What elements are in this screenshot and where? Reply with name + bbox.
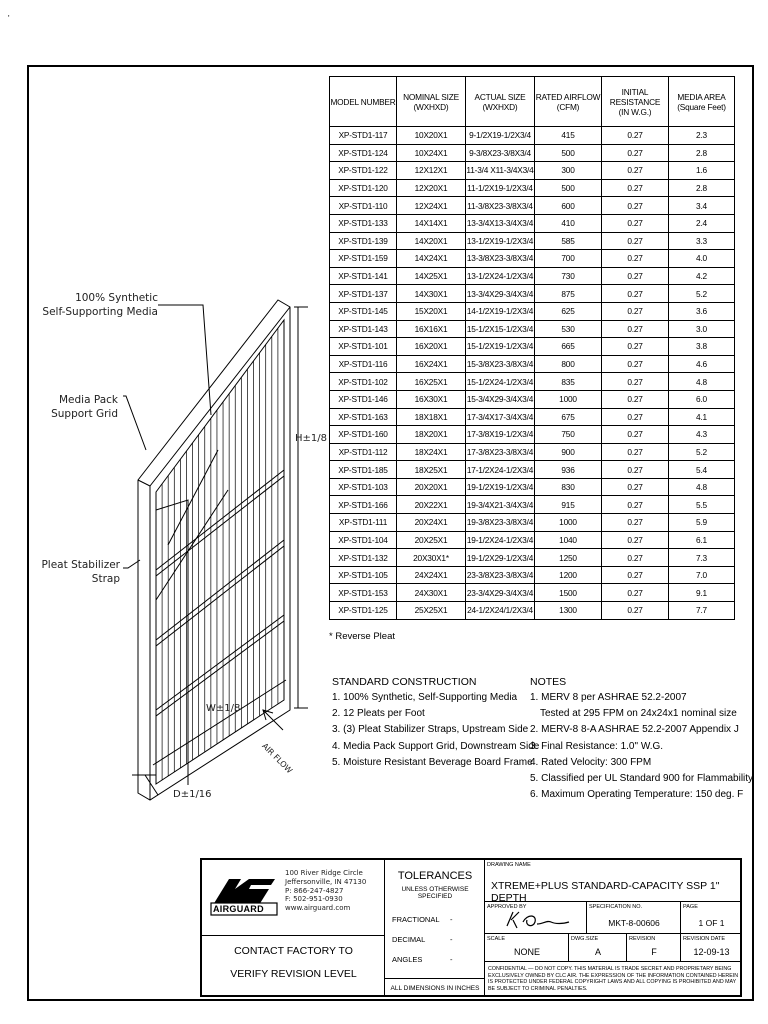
- drawing-name-cell: [485, 860, 742, 902]
- table-cell: 18X24X1: [397, 443, 466, 461]
- table-cell: XP-STD1-153: [330, 584, 397, 602]
- table-cell: 0.27: [602, 408, 669, 426]
- table-cell: XP-STD1-160: [330, 426, 397, 444]
- table-cell: 2.8: [669, 179, 735, 197]
- tol-fractional: FRACTIONAL -: [392, 915, 453, 924]
- table-cell: 19-3/8X23-3/8X3/4: [466, 514, 535, 532]
- table-row: [330, 162, 735, 180]
- table-cell: XP-STD1-116: [330, 355, 397, 373]
- table-cell: 1000: [535, 514, 602, 532]
- table-row: [330, 584, 735, 602]
- table-cell: 6.1: [669, 531, 735, 549]
- table-row: [330, 496, 735, 514]
- table-cell: XP-STD1-101: [330, 338, 397, 356]
- table-row: [330, 214, 735, 232]
- header-model: MODEL NUMBER: [330, 77, 397, 127]
- table-cell: 0.27: [602, 320, 669, 338]
- table-cell: 2.8: [669, 144, 735, 162]
- table-cell: 11-3/8X23-3/8X3/4: [466, 197, 535, 215]
- page-cell: [681, 902, 742, 934]
- table-cell: 675: [535, 408, 602, 426]
- tolerances-cell: [385, 860, 485, 997]
- table-cell: 3.8: [669, 338, 735, 356]
- table-cell: 700: [535, 250, 602, 268]
- table-row: [330, 566, 735, 584]
- table-cell: 800: [535, 355, 602, 373]
- table-cell: 665: [535, 338, 602, 356]
- table-cell: 14X20X1: [397, 232, 466, 250]
- table-row: [330, 250, 735, 268]
- table-cell: 13-3/8X23-3/8X3/4: [466, 250, 535, 268]
- construction-item: 4. Media Pack Support Grid, Downstream Side: [332, 740, 540, 752]
- header-actual: ACTUAL SIZE (WXHXD): [466, 77, 535, 127]
- table-cell: 0.27: [602, 232, 669, 250]
- table-cell: XP-STD1-133: [330, 214, 397, 232]
- table-cell: 0.27: [602, 197, 669, 215]
- stabilizer-strap: [156, 470, 284, 576]
- note-item: Tested at 295 FPM on 24x24x1 nominal size: [540, 708, 737, 720]
- address-fax: F: 502-951-0930: [285, 895, 343, 904]
- table-cell: 14X30X1: [397, 285, 466, 303]
- table-cell: 0.27: [602, 302, 669, 320]
- table-cell: XP-STD1-132: [330, 549, 397, 567]
- table-cell: 6.0: [669, 390, 735, 408]
- table-cell: XP-STD1-112: [330, 443, 397, 461]
- table-cell: 23-3/8X23-3/8X3/4: [466, 566, 535, 584]
- table-cell: XP-STD1-166: [330, 496, 397, 514]
- table-cell: XP-STD1-146: [330, 390, 397, 408]
- spec-table-body: [330, 127, 735, 620]
- approval-signature: [503, 908, 573, 932]
- table-cell: 0.27: [602, 514, 669, 532]
- table-cell: 0.27: [602, 355, 669, 373]
- page-number: 1 OF 1: [698, 918, 725, 928]
- table-cell: 12X20X1: [397, 179, 466, 197]
- table-row: [330, 443, 735, 461]
- tol-decimal: DECIMAL -: [392, 935, 453, 944]
- table-cell: 0.27: [602, 162, 669, 180]
- table-cell: 0.27: [602, 602, 669, 620]
- scale-cell: [485, 934, 569, 962]
- table-row: [330, 373, 735, 391]
- construction-item: 3. (3) Pleat Stabilizer Straps, Upstream Side: [332, 724, 529, 736]
- table-cell: 16X20X1: [397, 338, 466, 356]
- header-nominal: NOMINAL SIZE (WXHXD): [397, 77, 466, 127]
- table-cell: 0.27: [602, 144, 669, 162]
- header-resistance: INITIAL RESISTANCE (IN W.G.): [602, 77, 669, 127]
- table-row: [330, 531, 735, 549]
- dim-airflow: AIR FLOW: [260, 741, 295, 776]
- table-cell: 915: [535, 496, 602, 514]
- footnote-reverse-pleat: * Reverse Pleat: [329, 631, 396, 642]
- table-row: [330, 426, 735, 444]
- table-cell: 0.27: [602, 478, 669, 496]
- table-cell: 13-3/4X13-3/4X3/4: [466, 214, 535, 232]
- table-cell: XP-STD1-145: [330, 302, 397, 320]
- table-cell: 0.27: [602, 338, 669, 356]
- table-cell: 14X14X1: [397, 214, 466, 232]
- table-cell: 0.27: [602, 443, 669, 461]
- callout-stabilizer-strap: Pleat Stabilizer Strap: [41, 559, 120, 585]
- standard-construction: [332, 676, 539, 771]
- drawing-name: XTREME+PLUS STANDARD-CAPACITY SSP 1" DEPTH: [491, 880, 720, 904]
- table-cell: 2.3: [669, 127, 735, 145]
- table-cell: 20X22X1: [397, 496, 466, 514]
- revision-date-value: 12-09-13: [693, 947, 730, 957]
- note-item: 3. Final Resistance: 1.0" W.G.: [530, 740, 664, 752]
- construction-item: 5. Moisture Resistant Beverage Board Frame: [332, 756, 533, 768]
- table-cell: XP-STD1-139: [330, 232, 397, 250]
- table-cell: XP-STD1-104: [330, 531, 397, 549]
- table-cell: 15-1/2X15-1/2X3/4: [466, 320, 535, 338]
- table-cell: 10X20X1: [397, 127, 466, 145]
- revision-cell: [627, 934, 681, 962]
- table-cell: 20X20X1: [397, 478, 466, 496]
- table-cell: 0.27: [602, 179, 669, 197]
- table-cell: 0.27: [602, 267, 669, 285]
- construction-list: [332, 690, 539, 771]
- table-cell: 9-3/8X23-3/8X3/4: [466, 144, 535, 162]
- table-cell: 13-1/2X24-1/2X3/4: [466, 267, 535, 285]
- table-cell: XP-STD1-125: [330, 602, 397, 620]
- page-label: PAGE: [683, 904, 698, 910]
- table-cell: 17-1/2X24-1/2X3/4: [466, 461, 535, 479]
- revision-date-label: REVISION DATE: [683, 936, 726, 942]
- callout-support-grid: Media Pack Support Grid: [51, 394, 118, 420]
- confidential-cell: [485, 962, 742, 997]
- table-cell: 11-3/4 X11-3/4X3/4: [466, 162, 535, 180]
- table-cell: XP-STD1-105: [330, 566, 397, 584]
- table-cell: 16X30X1: [397, 390, 466, 408]
- dim-height: H±1/8: [295, 433, 327, 444]
- table-cell: 5.5: [669, 496, 735, 514]
- spec-label: SPECIFICATION NO.: [589, 904, 643, 910]
- table-row: [330, 338, 735, 356]
- table-cell: 4.0: [669, 250, 735, 268]
- table-row: [330, 232, 735, 250]
- dims-inches: ALL DIMENSIONS IN INCHES: [385, 978, 485, 997]
- table-cell: XP-STD1-185: [330, 461, 397, 479]
- dim-width: W±1/8: [206, 703, 241, 714]
- table-cell: 4.1: [669, 408, 735, 426]
- table-row: [330, 285, 735, 303]
- table-cell: 585: [535, 232, 602, 250]
- table-cell: 24X30X1: [397, 584, 466, 602]
- construction-item: 1. 100% Synthetic, Self-Supporting Media: [332, 692, 518, 703]
- corner-mark: ': [8, 14, 10, 23]
- table-cell: 0.27: [602, 566, 669, 584]
- revision-date-cell: [681, 934, 742, 962]
- table-cell: 0.27: [602, 549, 669, 567]
- table-cell: XP-STD1-110: [330, 197, 397, 215]
- contact-factory-text: CONTACT FACTORY TO VERIFY REVISION LEVEL: [230, 945, 357, 980]
- approved-label: APPROVED BY: [487, 904, 527, 910]
- table-cell: 1.6: [669, 162, 735, 180]
- filter-isometric-drawing: [28, 270, 328, 810]
- table-cell: XP-STD1-163: [330, 408, 397, 426]
- note-item: 1. MERV 8 per ASHRAE 52.2-2007: [530, 692, 687, 703]
- table-cell: 23-3/4X29-3/4X3/4: [466, 584, 535, 602]
- notes: [530, 676, 753, 803]
- table-cell: 500: [535, 179, 602, 197]
- spec-no-cell: [587, 902, 681, 934]
- table-cell: 5.4: [669, 461, 735, 479]
- contact-cell: [202, 936, 385, 997]
- notes-title: NOTES: [530, 676, 567, 688]
- revision-label: REVISION: [629, 936, 656, 942]
- spec-table: [329, 76, 735, 620]
- table-row: [330, 549, 735, 567]
- construction-item: 2. 12 Pleats per Foot: [332, 708, 425, 720]
- table-cell: 18X25X1: [397, 461, 466, 479]
- table-cell: 19-1/2X24-1/2X3/4: [466, 531, 535, 549]
- table-cell: XP-STD1-122: [330, 162, 397, 180]
- table-cell: 7.0: [669, 566, 735, 584]
- header-media-area: MEDIA AREA (Square Feet): [669, 77, 735, 127]
- tol-angles: ANGLES -: [392, 955, 453, 964]
- table-cell: 14-1/2X19-1/2X3/4: [466, 302, 535, 320]
- table-cell: 7.7: [669, 602, 735, 620]
- address-phone: P: 866-247-4827: [285, 886, 344, 895]
- dwg-size-value: A: [594, 947, 601, 957]
- table-cell: 0.27: [602, 461, 669, 479]
- table-cell: 14X24X1: [397, 250, 466, 268]
- table-cell: 835: [535, 373, 602, 391]
- table-cell: XP-STD1-159: [330, 250, 397, 268]
- table-cell: 4.8: [669, 478, 735, 496]
- table-cell: 17-3/4X17-3/4X3/4: [466, 408, 535, 426]
- table-row: [330, 390, 735, 408]
- drawing-name-label: DRAWING NAME: [487, 862, 531, 868]
- table-cell: 15-1/2X24-1/2X3/4: [466, 373, 535, 391]
- table-cell: 0.27: [602, 373, 669, 391]
- table-cell: 2.4: [669, 214, 735, 232]
- table-cell: 5.2: [669, 285, 735, 303]
- table-cell: 3.3: [669, 232, 735, 250]
- table-cell: XP-STD1-103: [330, 478, 397, 496]
- logo-text: AIRGUARD: [213, 904, 264, 914]
- table-cell: 5.2: [669, 443, 735, 461]
- table-cell: 11-1/2X19-1/2X3/4: [466, 179, 535, 197]
- table-row: [330, 408, 735, 426]
- dwg-size-label: DWG.SIZE: [571, 936, 599, 942]
- table-cell: 625: [535, 302, 602, 320]
- revision-value: F: [651, 947, 657, 957]
- table-cell: 3.4: [669, 197, 735, 215]
- stabilizer-strap: [156, 540, 284, 646]
- table-cell: 12X24X1: [397, 197, 466, 215]
- address-line: 100 River Ridge Circle: [285, 869, 363, 877]
- table-row: [330, 127, 735, 145]
- table-cell: 20X25X1: [397, 531, 466, 549]
- scale-value: NONE: [513, 947, 540, 957]
- table-cell: 1250: [535, 549, 602, 567]
- note-item: 4. Rated Velocity: 300 FPM: [530, 756, 652, 768]
- table-cell: 0.27: [602, 250, 669, 268]
- table-cell: 15-1/2X19-1/2X3/4: [466, 338, 535, 356]
- table-cell: 830: [535, 478, 602, 496]
- table-cell: 0.27: [602, 127, 669, 145]
- table-cell: 13-1/2X19-1/2X3/4: [466, 232, 535, 250]
- table-cell: 16X16X1: [397, 320, 466, 338]
- construction-title: STANDARD CONSTRUCTION: [332, 676, 477, 688]
- dwg-size-cell: [569, 934, 627, 962]
- table-cell: 4.2: [669, 267, 735, 285]
- table-cell: 0.27: [602, 285, 669, 303]
- frame-outline: [138, 300, 290, 800]
- table-row: [330, 144, 735, 162]
- table-cell: 0.27: [602, 214, 669, 232]
- table-cell: 1500: [535, 584, 602, 602]
- table-cell: 4.6: [669, 355, 735, 373]
- table-cell: 730: [535, 267, 602, 285]
- table-cell: XP-STD1-111: [330, 514, 397, 532]
- table-cell: 9-1/2X19-1/2X3/4: [466, 127, 535, 145]
- table-cell: XP-STD1-102: [330, 373, 397, 391]
- confidential-notice: CONFIDENTIAL — DO NOT COPY. THIS MATERIAL IS TRADE SECRET AND PROPRIETARY BEING EXCLUSIVELY OWNED BY CLC AIR. THE EXPRESSION OF THE INFORMATION CONTAINED HEREIN IS PROTECTED UNDER FEDERAL COPYRIGHT LAWS AND ALL COPYING IS PROHIBITED AND MAY BE SUBJECT TO CRIMINAL PENALTIES.: [488, 966, 739, 992]
- table-cell: 300: [535, 162, 602, 180]
- table-cell: 24-1/2X24/1/2X3/4: [466, 602, 535, 620]
- title-block: [200, 858, 742, 997]
- stabilizer-strap: [156, 615, 284, 716]
- table-cell: 530: [535, 320, 602, 338]
- table-cell: 13-3/4X29-3/4X3/4: [466, 285, 535, 303]
- table-cell: 0.27: [602, 426, 669, 444]
- table-header-row: [330, 77, 735, 127]
- note-item: 2. MERV-8 8-A ASHRAE 52.2-2007 Appendix J: [530, 724, 739, 736]
- table-cell: 1200: [535, 566, 602, 584]
- table-cell: 0.27: [602, 531, 669, 549]
- table-cell: 17-3/8X19-1/2X3/4: [466, 426, 535, 444]
- table-cell: 15X20X1: [397, 302, 466, 320]
- table-row: [330, 478, 735, 496]
- table-cell: 3.0: [669, 320, 735, 338]
- table-row: [330, 302, 735, 320]
- table-cell: 500: [535, 144, 602, 162]
- tolerances-title: TOLERANCES: [397, 870, 473, 882]
- table-cell: 5.9: [669, 514, 735, 532]
- table-cell: 900: [535, 443, 602, 461]
- table-row: [330, 461, 735, 479]
- table-cell: 18X18X1: [397, 408, 466, 426]
- table-cell: XP-STD1-117: [330, 127, 397, 145]
- table-cell: 3.6: [669, 302, 735, 320]
- table-row: [330, 355, 735, 373]
- spec-no: MKT-8-00606: [608, 918, 660, 928]
- table-cell: 600: [535, 197, 602, 215]
- table-cell: 0.27: [602, 496, 669, 514]
- table-cell: 19-1/2X19-1/2X3/4: [466, 478, 535, 496]
- table-cell: 936: [535, 461, 602, 479]
- table-cell: 12X12X1: [397, 162, 466, 180]
- table-cell: XP-STD1-137: [330, 285, 397, 303]
- table-row: [330, 602, 735, 620]
- table-cell: 15-3/8X23-3/8X3/4: [466, 355, 535, 373]
- company-address: [285, 869, 366, 913]
- table-cell: 415: [535, 127, 602, 145]
- table-row: [330, 179, 735, 197]
- table-cell: 0.27: [602, 584, 669, 602]
- address-web: www.airguard.com: [285, 904, 351, 913]
- dim-depth: D±1/16: [173, 789, 212, 800]
- table-cell: 14X25X1: [397, 267, 466, 285]
- table-cell: 24X24X1: [397, 566, 466, 584]
- table-cell: 16X24X1: [397, 355, 466, 373]
- table-cell: 10X24X1: [397, 144, 466, 162]
- table-cell: XP-STD1-120: [330, 179, 397, 197]
- table-cell: 7.3: [669, 549, 735, 567]
- tolerances-subtitle: UNLESS OTHERWISE SPECIFIED: [401, 886, 469, 900]
- table-cell: 1300: [535, 602, 602, 620]
- table-row: [330, 267, 735, 285]
- table-cell: 17-3/8X23-3/8X3/4: [466, 443, 535, 461]
- company-cell: [202, 860, 385, 936]
- table-row: [330, 197, 735, 215]
- table-cell: 1040: [535, 531, 602, 549]
- address-line: Jeffersonville, IN 47130: [285, 877, 367, 886]
- table-cell: 19-1/2X29-1/2X3/4: [466, 549, 535, 567]
- table-cell: 1000: [535, 390, 602, 408]
- table-row: [330, 320, 735, 338]
- table-cell: 410: [535, 214, 602, 232]
- note-item: 6. Maximum Operating Temperature: 150 deg. F: [530, 789, 744, 801]
- table-cell: 0.27: [602, 390, 669, 408]
- table-cell: 875: [535, 285, 602, 303]
- note-item: 5. Classified per UL Standard 900 for Flammability: [530, 773, 754, 785]
- table-cell: XP-STD1-124: [330, 144, 397, 162]
- table-cell: 20X30X1*: [397, 549, 466, 567]
- notes-list: [530, 690, 753, 803]
- header-airflow: RATED AIRFLOW (CFM): [535, 77, 602, 127]
- table-cell: 4.8: [669, 373, 735, 391]
- table-cell: 16X25X1: [397, 373, 466, 391]
- approved-cell: [485, 902, 587, 934]
- table-cell: 4.3: [669, 426, 735, 444]
- table-row: [330, 514, 735, 532]
- table-cell: 15-3/4X29-3/4X3/4: [466, 390, 535, 408]
- table-cell: 18X20X1: [397, 426, 466, 444]
- table-cell: 9.1: [669, 584, 735, 602]
- table-cell: 750: [535, 426, 602, 444]
- table-cell: 19-3/4X21-3/4X3/4: [466, 496, 535, 514]
- table-cell: 20X24X1: [397, 514, 466, 532]
- table-cell: XP-STD1-141: [330, 267, 397, 285]
- table-cell: 25X25X1: [397, 602, 466, 620]
- callout-media: 100% Synthetic Self-Supporting Media: [42, 292, 158, 318]
- table-cell: XP-STD1-143: [330, 320, 397, 338]
- scale-label: SCALE: [487, 936, 506, 942]
